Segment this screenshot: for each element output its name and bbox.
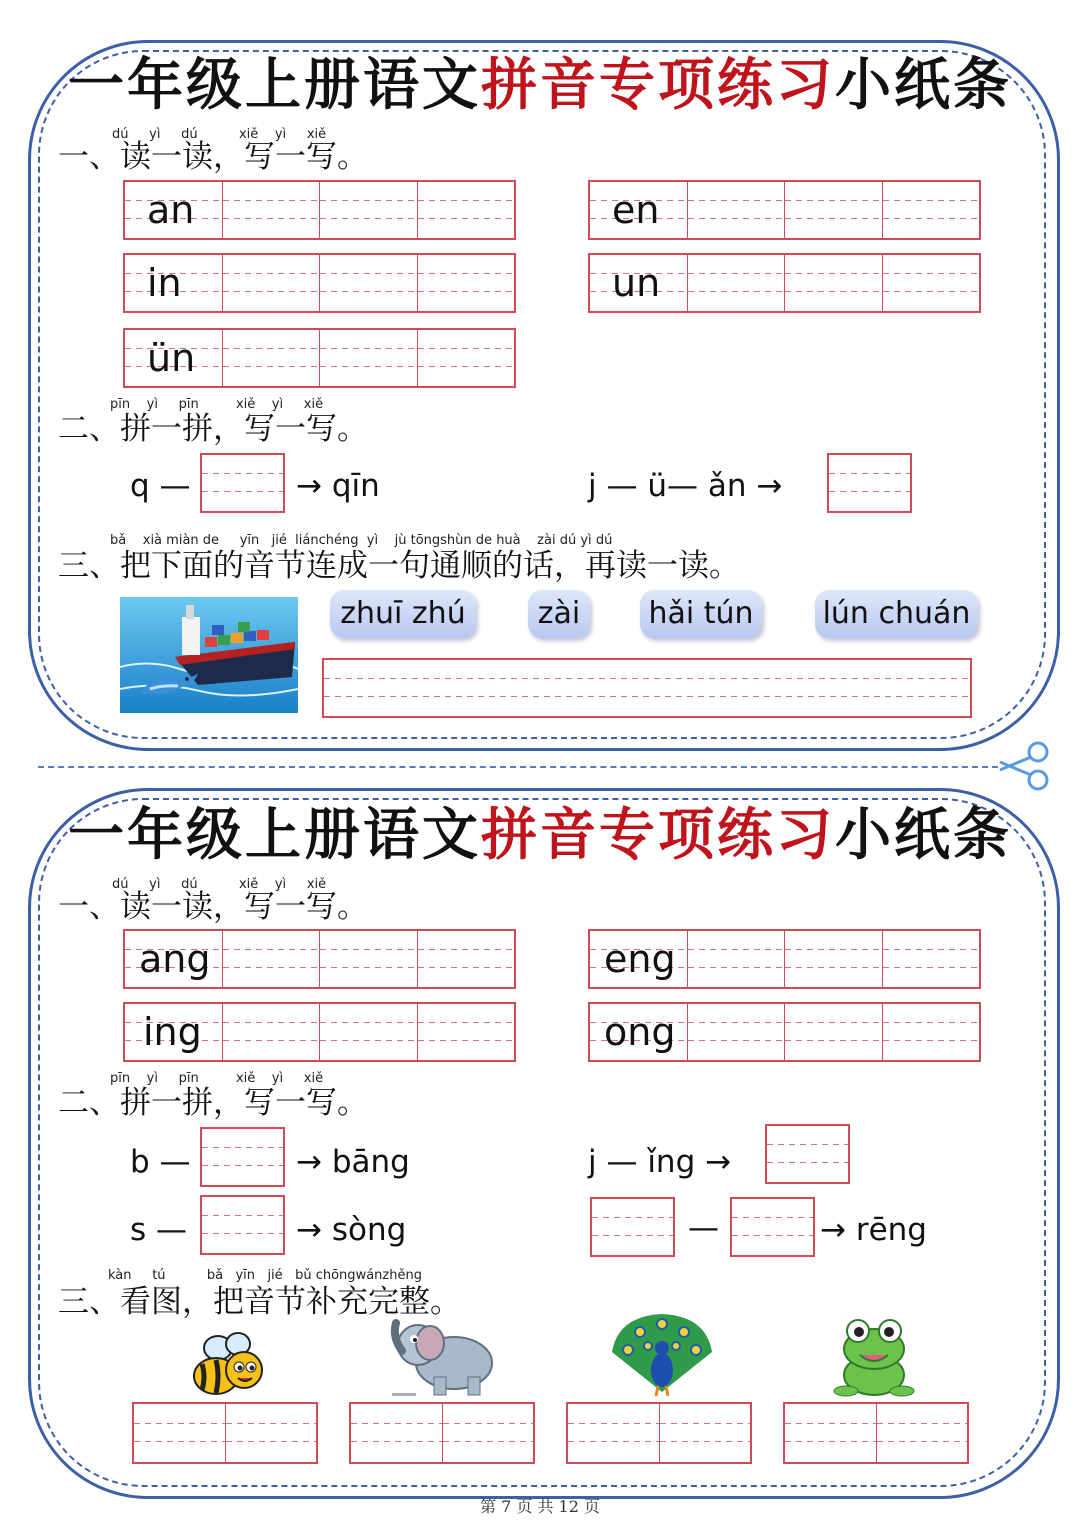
spelling-prompt: b —: [130, 1144, 191, 1180]
pinyin-annotation: pīn yì pīn xiě yì xiě: [110, 1071, 324, 1086]
section-heading: 三、把下面的音节连成一句通顺的话，再读一读。: [58, 548, 740, 584]
writing-grid[interactable]: an: [123, 180, 516, 240]
spelling-prompt: q —: [130, 468, 191, 504]
scissors-icon: [996, 740, 1052, 792]
syllable-card[interactable]: lún chuán: [815, 590, 978, 638]
writing-grid[interactable]: ang: [123, 929, 516, 989]
elephant-picture: [388, 1315, 500, 1399]
sentence-answer-line[interactable]: [322, 658, 972, 718]
card-title: 一年级上册语文拼音专项练习小纸条: [68, 802, 1012, 868]
section-heading: 一、读一读，写一写。: [58, 139, 368, 175]
answer-box[interactable]: [730, 1197, 815, 1257]
spelling-result: → rēng: [820, 1212, 927, 1248]
syllable-card[interactable]: zài: [528, 590, 590, 638]
section-heading: 二、拼一拼，写一写。: [58, 1085, 368, 1121]
card-title: 一年级上册语文拼音专项练习小纸条: [68, 52, 1012, 118]
peacock-picture: [608, 1312, 716, 1398]
spelling-prompt: j — ü— ǎn →: [588, 468, 783, 504]
spelling-result: → sòng: [296, 1212, 407, 1248]
answer-box[interactable]: [827, 453, 912, 513]
syllable-grid[interactable]: [132, 1402, 318, 1464]
spelling-result: → qīn: [296, 468, 380, 504]
section-heading: 一、读一读，写一写。: [58, 889, 368, 925]
syllable-card[interactable]: hǎi tún: [640, 590, 762, 638]
bee-picture: [188, 1330, 270, 1402]
spelling-prompt: s —: [130, 1212, 188, 1248]
answer-box[interactable]: [200, 453, 285, 513]
syllable-grid[interactable]: [783, 1402, 969, 1464]
answer-box[interactable]: [590, 1197, 675, 1257]
spelling-result: → bāng: [296, 1144, 410, 1180]
writing-grid[interactable]: ong: [588, 1002, 981, 1062]
pinyin-annotation: bǎ xià miàn de yīn jié liánchéng yì jù tōngshùn de huà zài dú yì dú: [110, 533, 613, 548]
section-heading: 三、看图，把音节补充完整。: [58, 1284, 461, 1320]
writing-grid[interactable]: in: [123, 253, 516, 313]
writing-grid[interactable]: ing: [123, 1002, 516, 1062]
pinyin-annotation: kàn tú bǎ yīn jié bǔ chōngwánzhěng: [108, 1268, 422, 1283]
spelling-dash: —: [688, 1210, 719, 1246]
ship-dolphin-picture: [120, 597, 298, 713]
pinyin-annotation: pīn yì pīn xiě yì xiě: [110, 397, 324, 412]
pinyin-annotation: dú yì dú xiě yì xiě: [112, 877, 327, 892]
spelling-prompt: j — ǐng →: [588, 1144, 732, 1180]
writing-grid[interactable]: ün: [123, 328, 516, 388]
writing-grid[interactable]: en: [588, 180, 981, 240]
answer-box[interactable]: [200, 1127, 285, 1187]
writing-grid[interactable]: eng: [588, 929, 981, 989]
pinyin-annotation: dú yì dú xiě yì xiě: [112, 127, 327, 142]
answer-box[interactable]: [200, 1195, 285, 1255]
section-heading: 二、拼一拼，写一写。: [58, 411, 368, 447]
tone-mark: [392, 1393, 416, 1396]
writing-grid[interactable]: un: [588, 253, 981, 313]
page-footer: 第 7 页 共 12 页: [480, 1497, 600, 1516]
cut-line: [38, 766, 998, 768]
syllable-card[interactable]: zhuī zhú: [330, 590, 476, 638]
frog-picture: [830, 1315, 918, 1399]
syllable-grid[interactable]: [349, 1402, 535, 1464]
answer-box[interactable]: [765, 1124, 850, 1184]
syllable-grid[interactable]: [566, 1402, 752, 1464]
